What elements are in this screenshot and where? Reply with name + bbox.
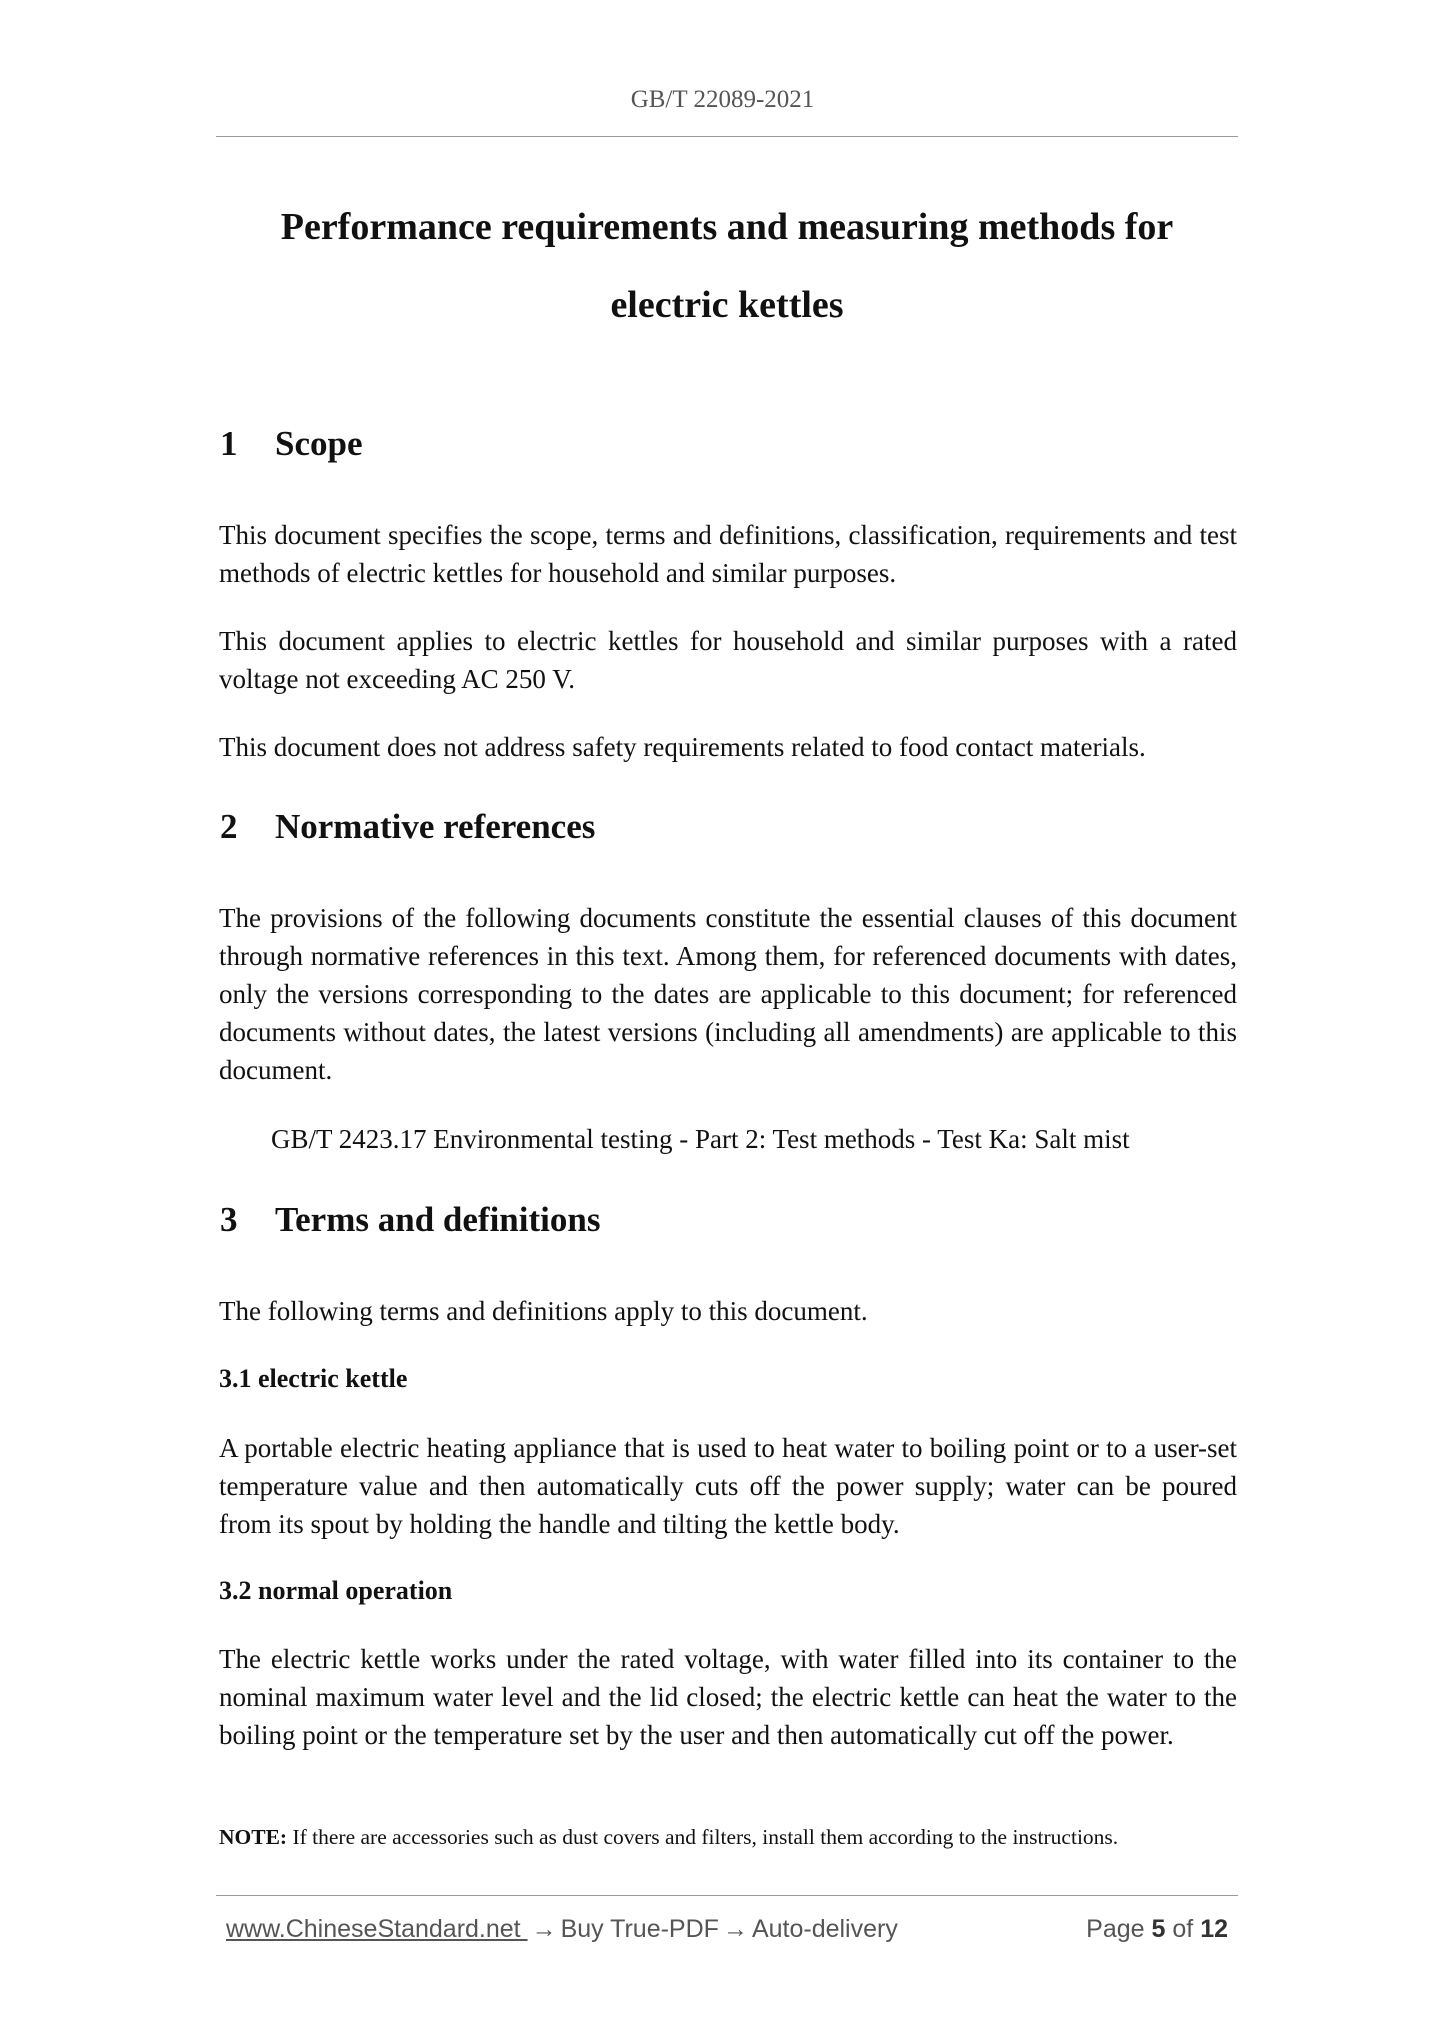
total-pages: 12 xyxy=(1200,1915,1228,1943)
normative-reference-item: GB/T 2423.17 Environmental testing - Part 2: Test methods - Test Ka: Salt mist xyxy=(271,1124,1130,1154)
website-link[interactable]: www.ChineseStandard.net xyxy=(226,1915,528,1943)
terms-intro: The following terms and definitions apply to this document. xyxy=(219,1296,868,1326)
scope-paragraph-1: This document specifies the scope, terms and definitions, classification, requirements and test methods of electric kettles for household and similar purposes. xyxy=(219,520,1237,588)
page-label: Page xyxy=(1086,1915,1145,1943)
page-of: of xyxy=(1172,1915,1194,1943)
scope-paragraph-3: This document does not address safety requirements related to food contact materials. xyxy=(219,732,1146,762)
term-3-1-heading: 3.1 electric kettle xyxy=(219,1364,408,1393)
running-header: GB/T 22089-2021 xyxy=(630,86,815,113)
section-1-heading xyxy=(220,424,363,464)
arrow-right-icon: → xyxy=(531,1915,557,1943)
note-text: If there are accessories such as dust covers and filters, install them according to the instructions. xyxy=(287,1825,1119,1849)
title-line-1: Performance requirements and measuring methods for xyxy=(280,206,1174,248)
document-title xyxy=(216,188,1238,344)
term-3-2-heading: 3.2 normal operation xyxy=(219,1576,453,1605)
section-2-number: 2 xyxy=(220,807,238,846)
current-page: 5 xyxy=(1151,1915,1166,1943)
term-3-1-definition: A portable electric heating appliance that is used to heat water to boiling point or to a user-set temperature value and then automatically cuts off the power supply; water can be poured from its spout by holding the handle and tilting the kettle body. xyxy=(219,1433,1237,1539)
footer-divider xyxy=(216,1895,1238,1896)
section-1-title: Scope xyxy=(275,424,363,463)
auto-delivery-text: Auto-delivery xyxy=(751,1915,898,1943)
scope-paragraph-2: This document applies to electric kettles for household and similar purposes with a rated voltage not exceeding AC 250 V. xyxy=(219,626,1237,694)
header-divider xyxy=(216,136,1238,137)
normative-references-paragraph: The provisions of the following documents constitute the essential clauses of this document through normative references in this text. Among them, for referenced documents with dates, only the versions corresponding to the dates are applicable to this document; for referenced documents without dates, the latest versions (including all amendments) are applicable to this document. xyxy=(219,903,1237,1085)
arrow-right-icon: → xyxy=(722,1915,748,1943)
section-3-title: Terms and definitions xyxy=(275,1200,601,1239)
term-3-2-definition: The electric kettle works under the rated voltage, with water filled into its container to the nominal maximum water level and the lid closed; the electric kettle can heat the water to the boiling point or the temperature set by the user and then automatically cut off the power. xyxy=(219,1644,1237,1750)
page-footer xyxy=(226,1915,1236,1955)
note xyxy=(219,1822,1239,1852)
section-3-number: 3 xyxy=(220,1200,238,1239)
footer-links xyxy=(226,1915,898,1944)
section-1-number: 1 xyxy=(220,424,238,463)
section-2-title: Normative references xyxy=(275,807,596,846)
note-label: NOTE: xyxy=(219,1825,288,1849)
page-number xyxy=(1086,1915,1228,1944)
title-line-2: electric kettles xyxy=(610,284,844,326)
section-3-heading xyxy=(220,1200,600,1240)
buy-pdf-text: Buy True-PDF xyxy=(560,1915,719,1943)
section-2-heading xyxy=(220,807,595,847)
